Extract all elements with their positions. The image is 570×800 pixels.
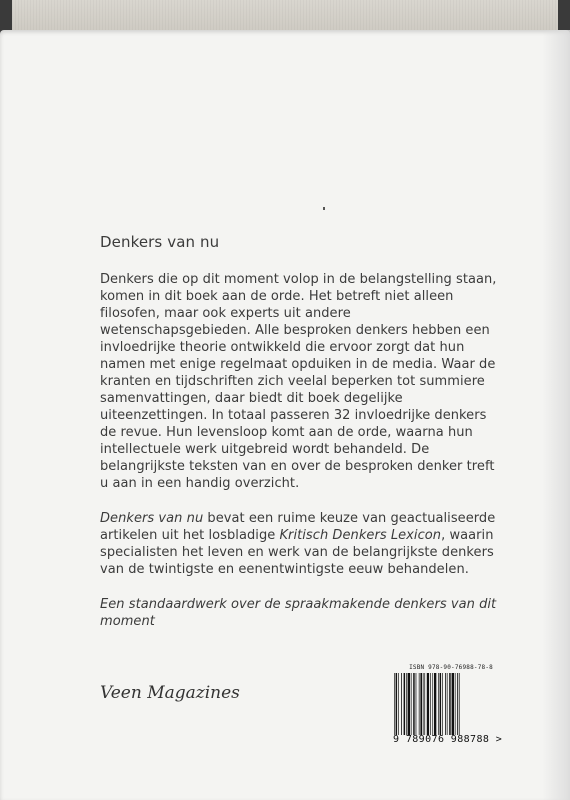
isbn-barcode-block [393, 664, 503, 745]
title-italic: Denkers van nu [100, 511, 204, 526]
barcode-number: 9 789076 988788 > [393, 734, 503, 745]
publisher-name: Veen Magazines [100, 683, 240, 703]
source-text-2: , waarin specialisten het leven en werk van de belangrijkste denkers van de twintigste en eenentwintigste eeuw behandelen. [100, 528, 494, 577]
source-paragraph [100, 510, 500, 578]
lexicon-italic: Kritisch Denkers Lexicon [279, 528, 442, 543]
blurb [100, 233, 500, 648]
spine-shade [542, 30, 570, 800]
source-text-1: bevat een ruime keuze van geactualiseerde artikelen uit het losbladige [100, 511, 496, 543]
tagline: Een standaardwerk over de spraakmakende denkers van dit moment [100, 597, 497, 629]
book-title: Denkers van nu [100, 233, 220, 251]
print-speck [323, 207, 325, 210]
isbn-text: ISBN 978-90-76988-78-8 [409, 664, 493, 671]
barcode-graphic [393, 673, 493, 735]
description-paragraph: Denkers die op dit moment volop in de belangstelling staan, komen in dit boek aan de orde. Het betreft niet alleen filosofen, maar ook experts uit andere wetenschapsgebieden. Alle besproken denkers hebben een invloedrijke theorie ontwikkeld die ervoor zorgt dat hun namen met enige regelmaat opduiken in de media. Waar de kranten en tijdschriften zich veelal beperken tot summiere samenvattingen, daar biedt dit boek degelijke uiteenzettingen. In totaal passeren 32 invloedrijke denkers de revue. Hun levensloop komt aan de orde, waarna hun intellectuele werk uitgebreid wordt behandeld. De belangrijkste teksten van en over de besproken denker treft u aan in een handig overzicht. [100, 272, 497, 491]
